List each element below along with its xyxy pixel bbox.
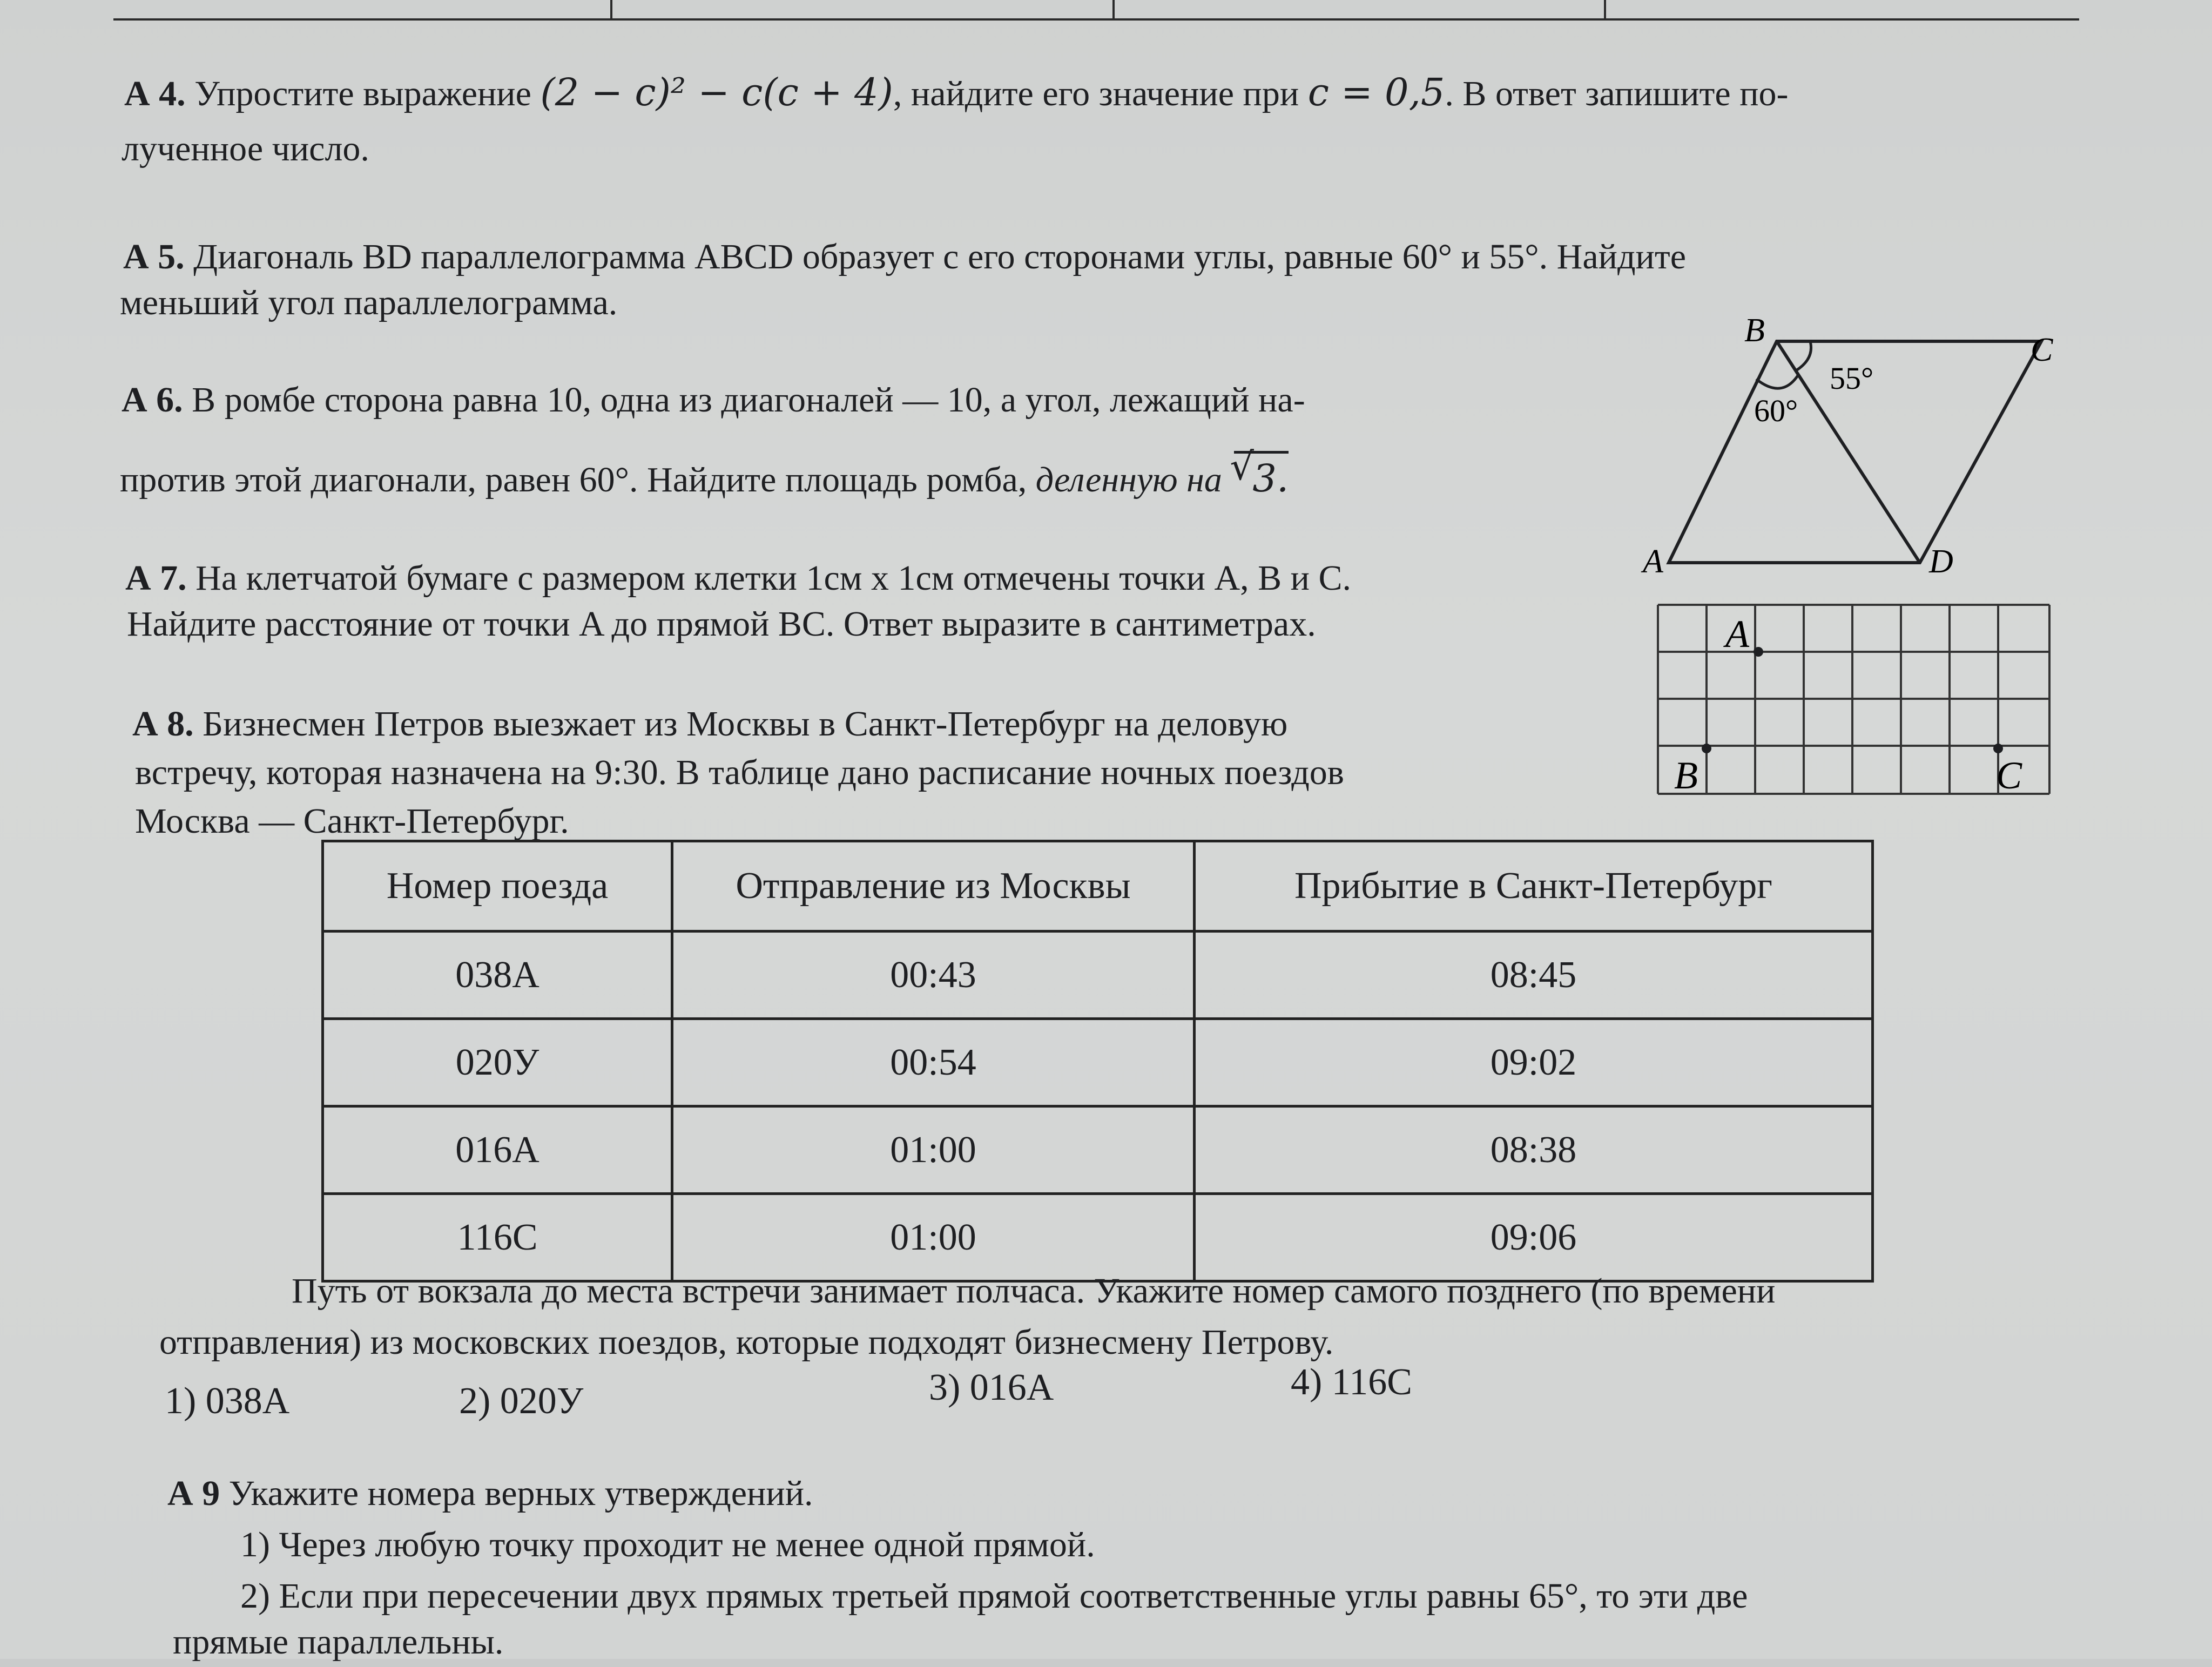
statement-1: 1) Через любую точку проходит не менее одной прямой.	[240, 1525, 1095, 1564]
table-divider	[610, 0, 612, 18]
task-text: Укажите номера верных утверждений.	[228, 1474, 813, 1513]
task-text: Диагональ BD параллелограмма ABCD образует с его сторонами углы, равные 60° и 55°. Найдите	[193, 237, 1686, 276]
square-root: √ 3.	[1234, 451, 1289, 503]
train-number: 016А	[323, 1106, 672, 1194]
angle-arc-55	[1796, 341, 1811, 370]
task-label: А 9	[167, 1474, 220, 1513]
table-header-row	[323, 841, 1873, 932]
point-b	[1702, 744, 1711, 753]
column-header: Прибытие в Санкт-Петербург	[1195, 841, 1873, 932]
task-text: Упростите выражение	[194, 74, 531, 113]
column-header: Номер поезда	[323, 841, 672, 932]
task-text: В ромбе сторона равна 10, одна из диагоналей — 10, а угол, лежащий на-	[192, 380, 1305, 420]
arrival-time: 08:38	[1195, 1106, 1873, 1194]
column-header: Отправление из Москвы	[672, 841, 1195, 932]
task-text: против этой диагонали, равен 60°. Найдите площадь ромба,	[120, 460, 1027, 500]
train-number: 038А	[323, 932, 672, 1019]
task-a8-question-continued: отправления) из московских поездов, которые подходят бизнесмену Петрову.	[159, 1322, 1334, 1362]
task-a4-continued: лученное число.	[122, 129, 369, 168]
table-row	[323, 1019, 1873, 1106]
task-a8-line2: встречу, которая назначена на 9:30. В таблице дано расписание ночных поездов	[135, 753, 1344, 792]
point-c	[1993, 744, 2003, 753]
task-label: А 8.	[132, 704, 194, 744]
statement-2: 2) Если при пересечении двух прямых третьей прямой соответственные углы равны 65°, то эти две	[240, 1576, 1748, 1616]
answer-option-1: 1) 038А	[165, 1380, 290, 1422]
vertex-label-a: A	[1643, 543, 1663, 580]
task-label: А 6.	[122, 380, 183, 420]
vertex-label-c: C	[2031, 332, 2053, 368]
task-a9	[167, 1469, 813, 1518]
table-row	[323, 1106, 1873, 1194]
answer-option-3: 3) 016А	[929, 1367, 1054, 1408]
task-a6	[122, 375, 1623, 425]
statement-2-continued: прямые параллельны.	[173, 1622, 504, 1662]
task-a7-continued: Найдите расстояние от точки A до прямой BC. Ответ выразите в сантиметрах.	[127, 604, 1316, 644]
grid-figure	[1653, 599, 2052, 805]
train-number: 020У	[323, 1019, 672, 1106]
task-a8	[132, 699, 1287, 749]
arrival-time: 08:45	[1195, 932, 1873, 1019]
arrival-time: 09:06	[1195, 1194, 1873, 1281]
table-divider	[1112, 0, 1115, 18]
task-text: На клетчатой бумаге с размером клетки 1см х 1см отмечены точки A, B и C.	[195, 558, 1351, 598]
task-text: Бизнесмен Петров выезжает из Москвы в Санкт-Петербург на деловую	[203, 704, 1288, 744]
point-a	[1754, 647, 1763, 657]
table-divider	[1604, 0, 1606, 18]
point-label-b: B	[1674, 754, 1698, 797]
vertex-label-d: D	[1929, 543, 1953, 580]
task-text-italic: деленную на	[1035, 460, 1222, 500]
previous-table-bottom-edge	[113, 0, 2079, 21]
vertex-label-b: B	[1744, 319, 1765, 349]
train-schedule-table	[321, 840, 1874, 1283]
task-a5-continued: меньший угол параллелограмма.	[120, 283, 618, 322]
parallelogram-figure	[1620, 319, 2090, 589]
point-label-a: A	[1725, 612, 1749, 656]
departure-time: 01:00	[672, 1194, 1195, 1281]
train-number: 116С	[323, 1194, 672, 1281]
angle-label-55: 55°	[1830, 361, 1874, 396]
expression: (2 − c)² − c(c + 4)	[540, 70, 893, 114]
task-a8-question: Путь от вокзала до места встречи занимает полчаса. Укажите номер самого позднего (по времени	[292, 1271, 1776, 1311]
task-label: А 4.	[124, 74, 186, 113]
answer-option-4: 4) 116С	[1291, 1361, 1412, 1403]
angle-label-60: 60°	[1754, 393, 1798, 428]
task-text: , найдите его значение при	[893, 74, 1299, 113]
table-row	[323, 932, 1873, 1019]
departure-time: 00:43	[672, 932, 1195, 1019]
task-label: А 5.	[123, 237, 185, 276]
departure-time: 01:00	[672, 1106, 1195, 1194]
task-a7	[125, 554, 1351, 603]
grid-lines	[1658, 605, 2049, 794]
departure-time: 00:54	[672, 1019, 1195, 1106]
angle-arc-60	[1756, 375, 1798, 388]
task-a4	[124, 68, 2079, 119]
task-a6-continued	[120, 451, 1289, 505]
point-label-c: C	[1996, 754, 2022, 797]
arrival-time: 09:02	[1195, 1019, 1873, 1106]
variable-value: c = 0,5	[1307, 70, 1445, 114]
task-a5	[123, 232, 2078, 282]
task-text: . В ответ запишите по-	[1445, 74, 1789, 113]
answer-option-2: 2) 020У	[459, 1380, 584, 1422]
task-a8-line3: Москва — Санкт-Петербург.	[135, 801, 569, 841]
task-label: А 7.	[125, 558, 187, 598]
